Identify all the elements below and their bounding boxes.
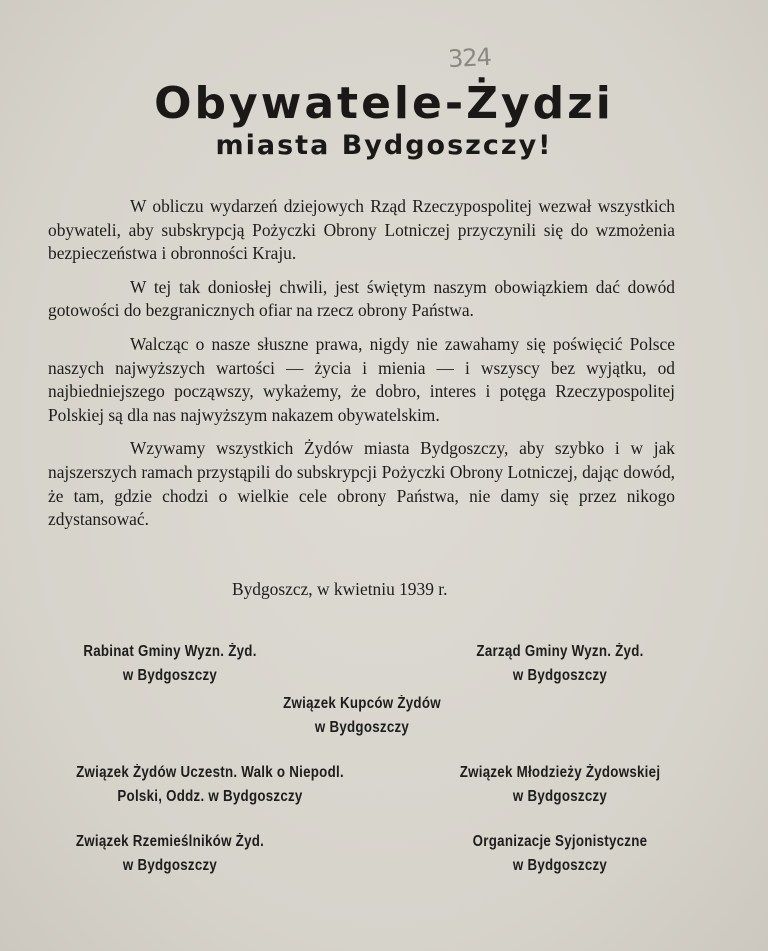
signatory-zionist-organizations bbox=[440, 830, 681, 878]
signatory-name: Zarząd Gminy Wyzn. Żyd. bbox=[476, 643, 644, 660]
signatory-name: Związek Żydów Uczestn. Walk o Niepodl. bbox=[76, 764, 344, 781]
archive-number: 324 bbox=[447, 42, 492, 74]
signatory-location: w Bydgoszczy bbox=[512, 667, 608, 684]
signatory-location: w Bydgoszczy bbox=[122, 857, 218, 874]
paragraph: W obliczu wydarzeń dziejowych Rząd Rzeczypospolitej wezwał wszystkich obywateli, aby subskrypcją Pożyczki Obrony Lotniczej przyczynili się do wzmożenia bezpieczeństwa i obronności Kraju. bbox=[48, 196, 675, 264]
dateline: Bydgoszcz, w kwietniu 1939 r. bbox=[232, 579, 448, 599]
appeal-text bbox=[48, 195, 675, 542]
signatory-name: Związek Kupców Żydów bbox=[283, 695, 441, 712]
signatory-location: Polski, Oddz. w Bydgoszczy bbox=[117, 788, 303, 805]
signatory-location: w Bydgoszczy bbox=[512, 788, 608, 805]
signatory-youth-union bbox=[431, 761, 689, 809]
signatory-location: w Bydgoszczy bbox=[122, 667, 218, 684]
paragraph: W tej tak doniosłej chwili, jest świętym naszym obowiązkiem dać dowód gotowości do bezgranicznych ofiar na rzecz obrony Państwa. bbox=[48, 276, 675, 321]
signatory-rabbinate bbox=[58, 640, 282, 688]
signatory-name: Organizacje Syjonistyczne bbox=[472, 833, 648, 850]
paragraph: Walcząc o nasze słuszne prawa, nigdy nie zawahamy się poświęcić Polsce naszych najwyższych wartości — życia i mienia — i wszyscy bez wyjątku, od najbiedniejszego począwszy, wykażemy, że dobro, interes i potęga Rzeczypospolitej Polskiej są dla nas najwyższym nakazem obywatelskim. bbox=[48, 333, 675, 425]
signatory-merchants-union bbox=[250, 692, 474, 740]
signatory-location: w Bydgoszczy bbox=[314, 719, 410, 736]
signatory-community-board bbox=[448, 640, 672, 688]
signatory-veterans-union bbox=[47, 761, 374, 809]
signatory-craftsmen-union bbox=[58, 830, 282, 878]
signatory-location: w Bydgoszczy bbox=[512, 857, 608, 874]
signatory-name: Związek Rzemieślników Żyd. bbox=[75, 833, 265, 850]
signatory-name: Związek Młodzieży Żydowskiej bbox=[459, 764, 661, 781]
subheadline: miasta Bydgoszczy! bbox=[215, 130, 553, 161]
paragraph: Wzywamy wszystkich Żydów miasta Bydgoszczy, aby szybko i w jak najszerszych ramach przystąpili do subskrypcji Pożyczki Obrony Lotniczej, dając dowód, że tam, gdzie chodzi o wielkie cele obrony Państwa, nie damy się przez nikogo zdystansować. bbox=[48, 438, 675, 530]
headline: Obywatele-Żydzi bbox=[154, 78, 614, 129]
signatory-name: Rabinat Gminy Wyzn. Żyd. bbox=[83, 643, 257, 660]
